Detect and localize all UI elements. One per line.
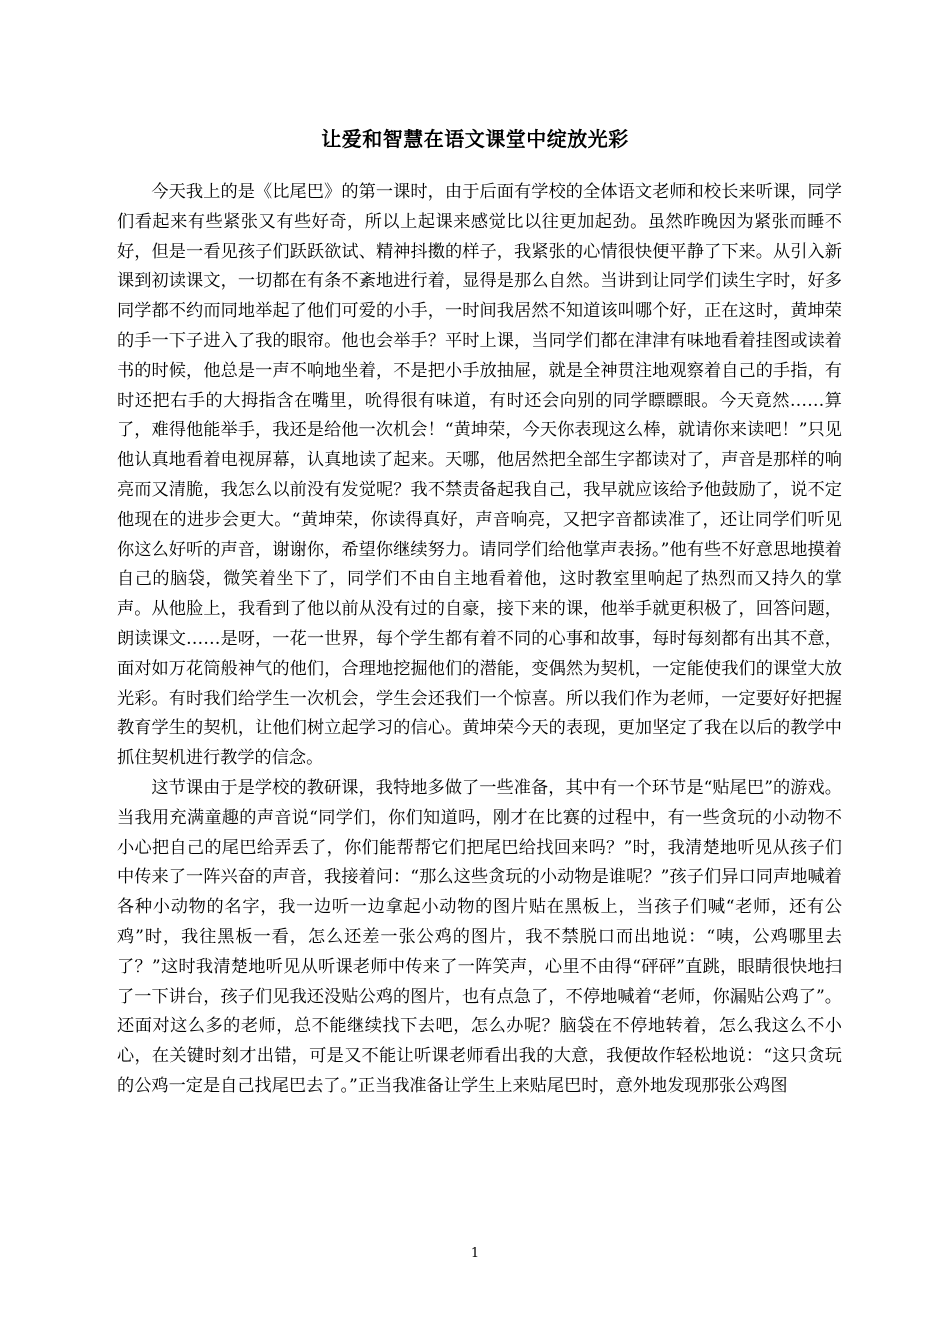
paragraph-2: 这节课由于是学校的教研课，我特地多做了一些准备，其中有一个环节是“贴尾巴”的游戏。当我用充满童趣的声音说“同学们，你们知道吗，刚才在比赛的过程中，有一些贪玩的小动物不小心把自己的尾巴给弄丢了，你们能帮帮它们把尾巴给找回来吗？”时，我清楚地听见从孩子们中传来了一阵兴奋的声音，我接着问：“那么这些贪玩的小动物是谁呢？”孩子们异口同声地喊着各种小动物的名字，我一边听一边拿起小动物的图片贴在黑板上，当孩子们喊“老师，还有公鸡”时，我往黑板一看，怎么还差一张公鸡的图片，我不禁脱口而出地说：“咦，公鸡哪里去了？”这时我清楚地听见从听课老师中传来了一阵笑声，心里不由得“砰砰”直跳，眼睛很快地扫了一下讲台，孩子们见我还没贴公鸡的图片，也有点急了，不停地喊着“老师，你漏贴公鸡了”。还面对这么多的老师，总不能继续找下去吧，怎么办呢？脑袋在不停地转着，怎么我这么不小心，在关键时刻才出错，可是又不能让听课老师看出我的大意，我便故作轻松地说：“这只贪玩的公鸡一定是自己找尾巴去了。”正当我准备让学生上来贴尾巴时，意外地发现那张公鸡图 xyxy=(117,777,842,1096)
paragraph-1: 今天我上的是《比尾巴》的第一课时，由于后面有学校的全体语文老师和校长来听课，同学们看起来有些紧张又有些好奇，所以上起课来感觉比以往更加起劲。虽然昨晚因为紧张而睡不好，但是一看见孩子们跃跃欲试、精神抖擞的样子，我紧张的心情很快便平静了下来。从引入新课到初读课文，一切都在有条不紊地进行着，显得是那么自然。当讲到让同学们读生字时，好多同学都不约而同地举起了他们可爱的小手，一时间我居然不知道该叫哪个好，正在这时，黄坤荣的手一下子进入了我的眼帘。他也会举手？平时上课，当同学们都在津津有味地看着挂图或读着书的时候，他总是一声不响地坐着，不是把小手放抽屉，就是全神贯注地观察着自己的手指，有时还把右手的大拇指含在嘴里，吮得很有味道，有时还会向别的同学瞟瞟眼。今天竟然……算了，难得他能举手，我还是给他一次机会！“黄坤荣，今天你表现这么棒，就请你来读吧！”只见他认真地看着电视屏幕，认真地读了起来。天哪，他居然把全部生字都读对了，声音是那样的响亮而又清脆，我怎么以前没有发觉呢？我不禁责备起我自己，我早就应该给予他鼓励了，说不定他现在的进步会更大。“黄坤荣，你读得真好，声音响亮，又把字音都读准了，还让同学们听见你这么好听的声音，谢谢你，希望你继续努力。请同学们给他掌声表扬。”他有些不好意思地摸着自己的脑袋，微笑着坐下了，同学们不由自主地看着他，这时教室里响起了热烈而又持久的掌声。从他脸上，我看到了他以前从没有过的自豪，接下来的课，他举手就更积极了，回答问题，朗读课文……是呀，一花一世界，每个学生都有着不同的心事和故事，每时每刻都有出其不意，面对如万花筒般神气的他们，合理地挖掘他们的潜能，变偶然为契机，一定能使我们的课堂大放光彩。有时我们给学生一次机会，学生会还我们一个惊喜。所以我们作为老师，一定要好好把握教育学生的契机，让他们树立起学习的信心。黄坤荣今天的表现，更加坚定了我在以后的教学中抓住契机进行教学的信念。 xyxy=(117,182,842,769)
document-title: 让爱和智慧在语文课堂中绽放光彩 xyxy=(321,127,629,151)
page-number: 1 xyxy=(470,1246,480,1261)
document-body xyxy=(117,178,842,1102)
